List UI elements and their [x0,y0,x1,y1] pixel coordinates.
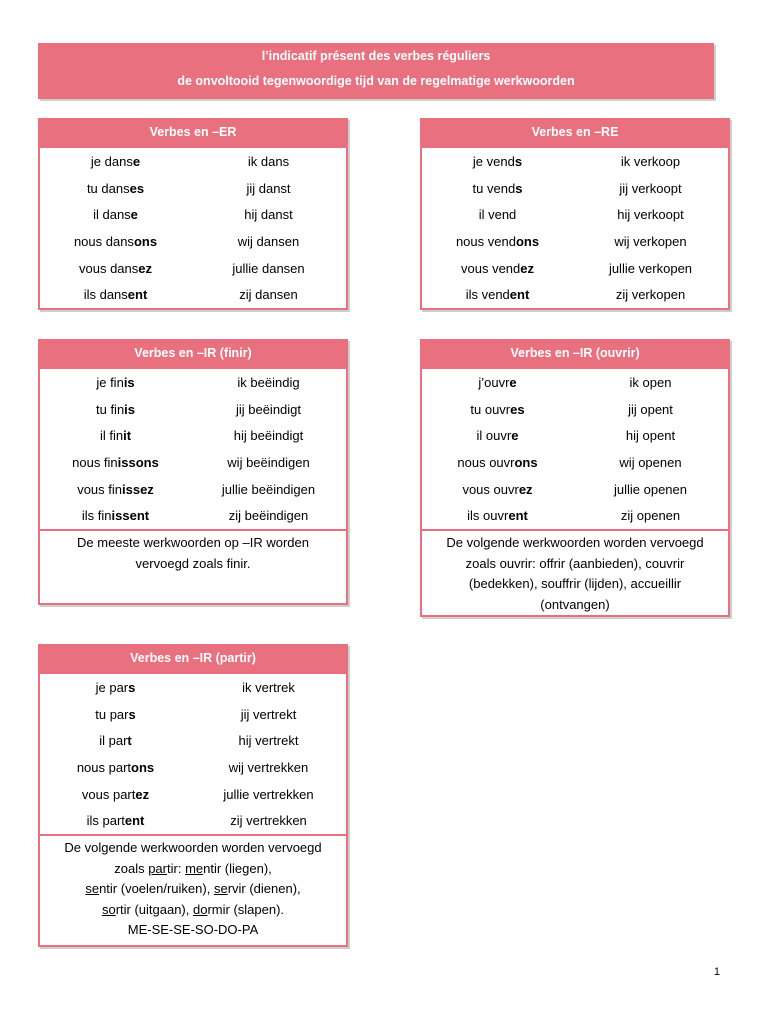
french-form: nous ouvrons [457,454,538,470]
french-form: j’ouvre [478,374,517,390]
table-row [422,369,728,396]
dutch-form: jullie dansen [232,260,305,276]
dutch-form: zij openen [620,508,681,524]
table-header: Verbes en –ER [40,120,346,148]
dutch-form: jij verkoopt [619,180,682,196]
title-french: l’indicatif présent des verbes réguliers [261,49,491,63]
french-form: tu danses [86,180,145,196]
dutch-form: jij opent [628,401,673,417]
document-title-banner [38,43,714,99]
dutch-form: ik open [629,374,672,390]
french-form: vous ouvrez [462,481,533,497]
french-form: il danse [93,207,138,223]
french-form: tu pars [95,706,136,722]
dutch-form: jij vertrekt [240,706,297,722]
table-verbes-re [420,118,730,310]
table-note [40,529,346,603]
french-form: tu ouvres [470,401,525,417]
dutch-form: wij beëindigen [227,454,310,470]
table-row [422,201,728,228]
table-row [40,422,346,449]
table-row [422,422,728,449]
table-row [40,369,346,396]
table-row [40,476,346,503]
french-form: il ouvre [476,428,519,444]
french-form: ils ouvrent [467,508,528,524]
dutch-form: jullie verkopen [608,260,693,276]
table-row [422,476,728,503]
table-row [40,281,346,308]
mnemonic: ME-SE-SE-SO-DO-PA [127,922,259,938]
french-form: vous finissez [77,481,154,497]
dutch-form: hij danst [244,207,293,223]
dutch-form: zij beëindigen [228,508,309,524]
french-form: je vends [472,153,523,169]
french-form: je finis [96,374,135,390]
note-line: sentir (voelen/ruiken), servir (dienen), [85,881,301,897]
dutch-form: wij openen [619,454,682,470]
table-verbes-ir-ouvrir [420,339,730,617]
table-row [40,807,346,834]
table-row [40,175,346,202]
dutch-form: hij beëindigt [233,428,304,444]
note-line: De volgende werkwoorden worden vervoegd [64,840,322,856]
dutch-form: jullie beëindigen [221,481,316,497]
dutch-form: jullie openen [613,481,687,497]
table-row [40,201,346,228]
table-verbes-ir-finir [38,339,348,605]
page-number: 1 [713,966,720,978]
table-row [422,281,728,308]
dutch-form: ik verkoop [620,153,681,169]
dutch-form: zij verkopen [615,287,686,303]
note-line: (ontvangen) [540,596,610,612]
dutch-form: wij vertrekken [228,759,309,775]
french-form: tu finis [95,401,136,417]
dutch-form: wij verkopen [614,233,687,249]
dutch-form: hij vertrekt [238,733,299,749]
french-form: nous vendons [455,233,540,249]
note-line: zoals ouvrir: offrir (aanbieden), couvrir [465,555,685,571]
note-line: sortir (uitgaan), dormir (slapen). [101,901,285,917]
table-row [422,175,728,202]
dutch-form: hij opent [625,428,676,444]
note-line: vervoegd zoals finir. [135,555,251,571]
table-row [422,148,728,175]
table-header: Verbes en –IR (partir) [40,646,346,674]
french-form: il finit [99,428,132,444]
french-form: ils finissent [81,508,150,524]
table-row [40,754,346,781]
table-note [422,529,728,615]
french-form: il vend [478,207,517,223]
table-header: Verbes en –IR (finir) [40,341,346,369]
table-row [422,396,728,423]
note-line: zoals partir: mentir (liegen), [114,860,272,876]
table-note [40,834,346,945]
table-row [422,228,728,255]
dutch-form: ik vertrek [242,679,295,695]
dutch-form: zij dansen [239,287,298,303]
table-header: Verbes en –RE [422,120,728,148]
french-form: nous dansons [73,233,158,249]
table-row [40,228,346,255]
table-row [40,148,346,175]
french-form: ils vendent [465,287,530,303]
table-row [40,396,346,423]
french-form: tu vends [472,180,523,196]
note-line: De volgende werkwoorden worden vervoegd [446,535,704,551]
table-verbes-er [38,118,348,310]
dutch-form: wij dansen [237,233,300,249]
french-form: vous partez [81,786,150,802]
french-form: il part [99,733,132,749]
table-row [40,449,346,476]
table-row [422,255,728,282]
french-form: je pars [95,679,136,695]
french-form: vous dansez [79,260,152,276]
french-form: ils partent [86,813,145,829]
table-row [40,781,346,808]
table-row [40,701,346,728]
table-header: Verbes en –IR (ouvrir) [422,341,728,369]
title-dutch: de onvoltooid tegenwoordige tijd van de regelmatige werkwoorden [177,74,575,88]
table-row [422,502,728,529]
dutch-form: jij danst [246,180,291,196]
dutch-form: jij beëindigt [235,401,302,417]
french-form: nous partons [76,759,155,775]
dutch-form: jullie vertrekken [223,786,314,802]
french-form: nous finissons [72,454,159,470]
table-verbes-ir-partir [38,644,348,947]
table-row [40,727,346,754]
dutch-form: ik beëindig [237,374,300,390]
french-form: vous vendez [461,260,534,276]
table-row [422,449,728,476]
table-row [40,255,346,282]
table-row [40,674,346,701]
note-line: De meeste werkwoorden op –IR worden [77,535,309,551]
french-form: je danse [90,153,141,169]
table-row [40,502,346,529]
dutch-form: hij verkoopt [617,207,684,223]
note-line: (bedekken), souffrir (lijden), accueillir [468,576,682,592]
dutch-form: zij vertrekken [230,813,307,829]
french-form: ils dansent [83,287,148,303]
dutch-form: ik dans [247,153,290,169]
